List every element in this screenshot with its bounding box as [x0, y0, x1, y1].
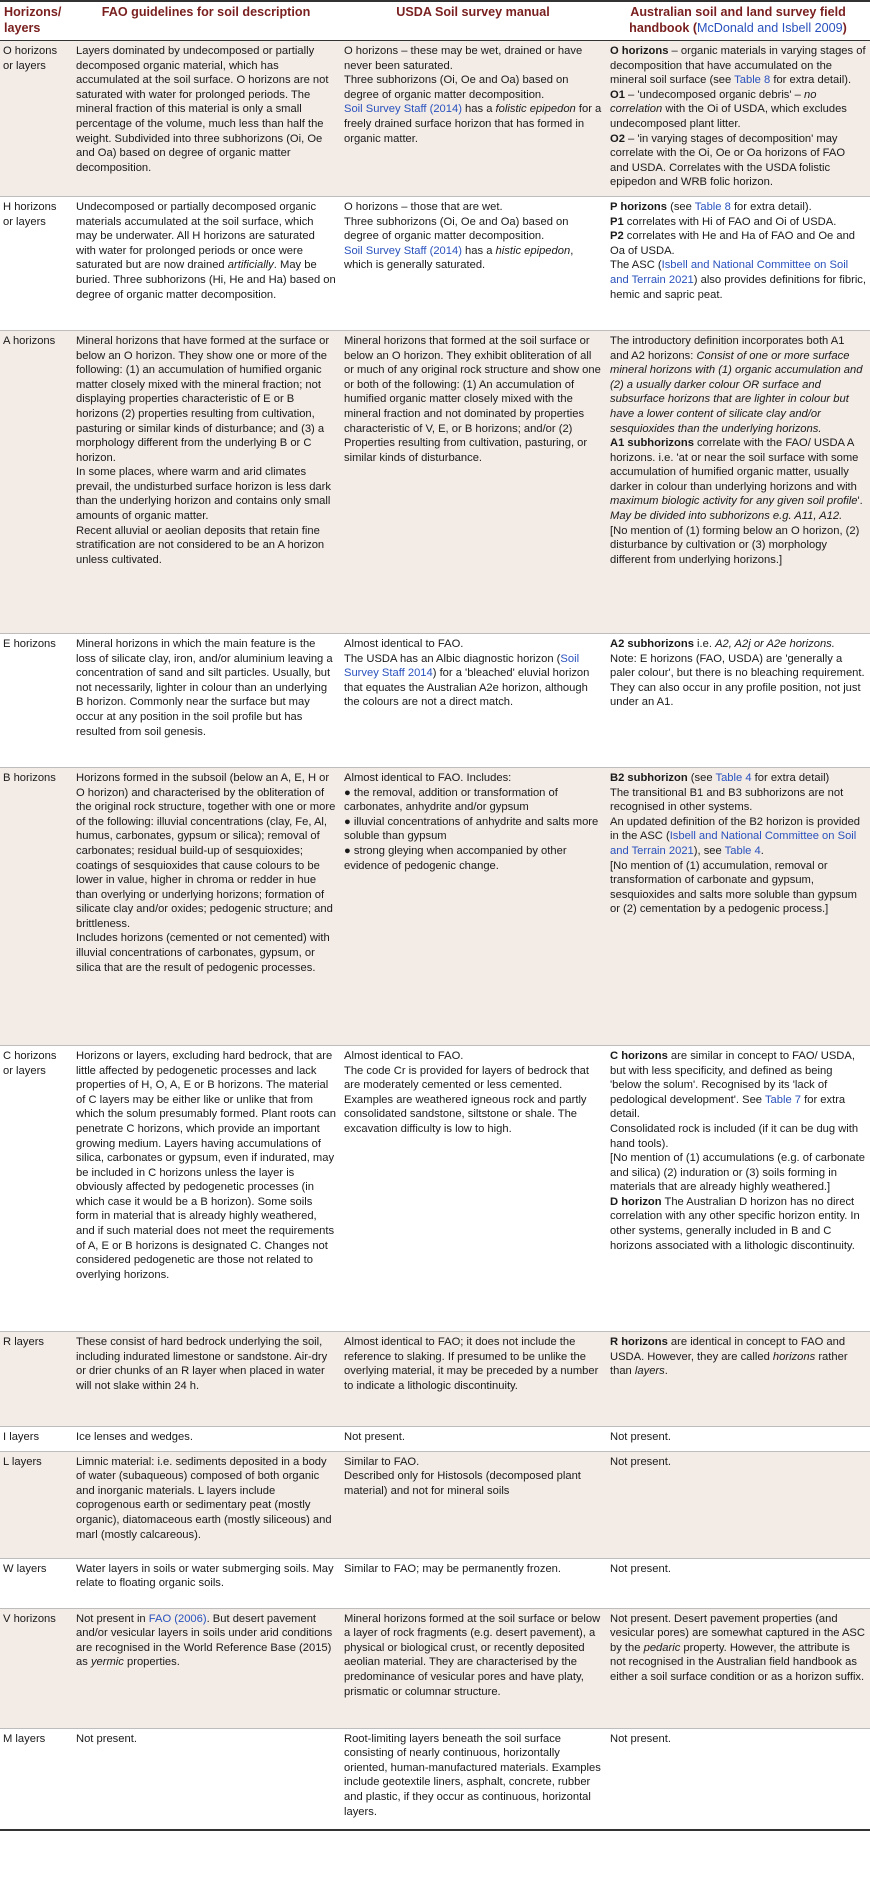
aus-text — [610, 637, 866, 652]
row-i-layers — [0, 1426, 870, 1451]
fao-text: Horizons or layers, excluding hard bedrock, that are little affected by pedogenetic processes and lack properties of H, O, A, E or B horizons. The material of C layers may be either like or unlike that from which the solum presumably formed. Plant roots can penetrate C horizons, which provide an important growing medium. Layers having accumulations of silica, carbonates or gypsum, even if indurated, may be included in C horizons unless the layer is obviously affected by pedogenetic processes (in which case it would be a B horizon). Some soils form in material that is already highly weathered, and if such material does not meet the requirements of A, E or B horizons is designated C. Changes not considered pedogenetic are those not related to overlying horizons. — [76, 1049, 336, 1281]
row-v-horizons — [0, 1608, 870, 1728]
usda-bullet: ● the removal, addition or transformation of carbonates, anhydrite and/or gypsum — [344, 786, 558, 814]
row-b-horizons — [0, 767, 870, 1045]
aus-text — [610, 132, 866, 190]
usda-bullet: ● illuvial concentrations of anhydrite and salts more soluble than gypsum — [344, 815, 599, 843]
text-span: for extra detail). — [770, 74, 852, 87]
usda-cell — [340, 633, 606, 767]
term-bold: D horizon — [610, 1195, 662, 1208]
usda-cell — [340, 767, 606, 1045]
aus-text: Consolidated rock is included (if it can be dug with hand tools). — [610, 1122, 859, 1150]
aus-text — [610, 1195, 866, 1253]
text-span: – 'undecomposed organic debris' – — [624, 88, 804, 101]
term-italic: horizons — [772, 1350, 816, 1363]
aus-cell — [606, 41, 870, 197]
fao-text — [76, 200, 336, 302]
aus-text — [610, 1049, 866, 1122]
aus-cell — [606, 1426, 870, 1451]
row-h-horizons — [0, 196, 870, 330]
text-span: are identical in concept to FAO and USDA. However, they are called — [610, 1335, 846, 1363]
text-span: . May be buried. Three subhorizons (Hi, He and Ha) based on degree of organic matter decomposition. — [76, 259, 336, 301]
term-italic: A2, A2j or A2e horizons. — [715, 637, 835, 650]
term-italic: no correlation — [610, 88, 817, 116]
aus-cell — [606, 1331, 870, 1426]
text-span: The introductory definition incorporates both A1 and A2 horizons: — [610, 334, 845, 362]
fao-text: These consist of hard bedrock underlying the soil, including indurated limestone or sandstone. Air-dry or drier chunks of an R layer when placed in water will not slake within 24 h. — [76, 1335, 328, 1392]
fao-cell — [72, 1558, 340, 1608]
reference-link[interactable]: Soil Survey Staff 2014 — [344, 652, 580, 680]
fao-text: Water layers in soils or water submerging soils. May relate to floating organic soils. — [76, 1562, 334, 1590]
text-span: . But desert pavement and/or vesicular layers in soils under arid conditions are recognised in the World Reference Base (2015) as — [76, 1612, 333, 1669]
usda-cell — [340, 1331, 606, 1426]
usda-cell — [340, 196, 606, 330]
term-cell: O horizons or layers — [0, 41, 72, 197]
aus-text — [610, 815, 866, 859]
usda-text: Similar to FAO. — [344, 1455, 420, 1468]
aus-text: Not present. — [610, 1562, 671, 1575]
term-italic: Consist of one or more surface mineral horizons with (1) organic accumulation and (2) a usually darker colour OR surface and subsurface horizons that are lighter in colour but have a lower content of silicate clay and/or sesquioxides than the underlying horizons. — [610, 349, 863, 435]
term-bold: O horizons — [610, 45, 669, 57]
usda-text: Almost identical to FAO. — [344, 637, 464, 650]
aus-text: Not present. — [610, 1455, 671, 1468]
usda-cell — [340, 1451, 606, 1558]
header-usda: USDA Soil survey manual — [340, 1, 606, 41]
aus-text — [610, 88, 866, 132]
fao-cell — [72, 41, 340, 197]
usda-text: The code Cr is provided for layers of bedrock that are moderately cemented or less cemented. Examples are weathered igneous rock and partly consolidated sandstone, siltstone or shale. The excavation difficulty is low to high. — [344, 1064, 589, 1135]
usda-text: Mineral horizons formed at the soil surface or below a layer of rock fragments (e.g. desert pavement), a physical or biological crust, or recently deposited aeolian material. They are characterised by the predominance of vesicular pores and have platy, prismatic or columnar structure. — [344, 1612, 601, 1698]
aus-text: The transitional B1 and B3 subhorizons are not recognised in other systems. — [610, 786, 844, 814]
aus-cell — [606, 1451, 870, 1558]
usda-text: Described only for Histosols (decomposed plant material) and not for mineral soils — [344, 1470, 581, 1497]
term-bold: P1 — [610, 215, 624, 228]
term-cell: E horizons — [0, 633, 72, 767]
aus-text: [No mention of (1) accumulations (e.g. of carbonate and silica) (2) induration or (3) soils forming in materials that are already highly weathered.] — [610, 1152, 865, 1194]
reference-link[interactable]: Isbell and National Committee on Soil and Terrain 2021 — [610, 830, 857, 857]
fao-cell — [72, 633, 340, 767]
term-cell: L layers — [0, 1451, 72, 1558]
text-span: correlates with Hi of FAO and Oi of USDA. — [623, 215, 837, 228]
text-span: Undecomposed or partially decomposed organic materials accumulated at the soil surface, which may be underwater. All H horizons are saturated with water for prolonged periods or once were saturated but are now drained — [76, 200, 317, 272]
text-span: properties. — [123, 1656, 180, 1669]
fao-cell — [72, 1728, 340, 1830]
row-l-layers — [0, 1451, 870, 1558]
fao-cell — [72, 1045, 340, 1331]
aus-text — [610, 436, 866, 524]
text-span: are similar in concept to FAO/ USDA, but with less specificity, and defined as being 'below the solum'. Recognised by its 'lack of pedological development'. See — [610, 1049, 855, 1106]
text-span: ), see — [693, 844, 725, 857]
term-bold: A2 subhorizons — [610, 637, 694, 650]
text-span: for extra detail) — [751, 771, 830, 784]
fao-cell — [72, 767, 340, 1045]
fao-text: In some places, where warm and arid climates prevail, the undisturbed surface horizon is less dark than the underlying horizon and contains only small amounts of organic matter. — [76, 466, 331, 523]
aus-text: Not present. — [610, 1732, 671, 1745]
fao-text: Ice lenses and wedges. — [76, 1430, 193, 1443]
aus-cell — [606, 633, 870, 767]
term-bold: P horizons — [610, 200, 667, 213]
term-cell: R layers — [0, 1331, 72, 1426]
reference-link[interactable]: Table 7 — [764, 1093, 802, 1106]
row-w-layers — [0, 1558, 870, 1608]
text-span: An updated definition of the B2 horizon is provided in the ASC ( — [610, 815, 861, 843]
text-span: with the Oi of USDA, which excludes undecomposed plant litter. — [610, 103, 847, 130]
fao-text: Includes horizons (cemented or not cemented) with illuvial concentrations of carbonates, gypsum, or silica that are the result of pedogenic processes. — [76, 932, 330, 974]
usda-text: O horizons – these may be wet, drained or have never been saturated. — [344, 45, 583, 72]
aus-cell — [606, 1558, 870, 1608]
aus-text — [610, 200, 866, 215]
fao-text — [76, 1612, 336, 1670]
reference-link[interactable]: Table 8 — [734, 74, 771, 87]
reference-link[interactable]: Table 4 — [724, 844, 761, 857]
usda-bullet: ● strong gleying when accompanied by other evidence of pedogenic change. — [344, 844, 567, 872]
text-span: i.e. — [693, 637, 716, 650]
text-span: The USDA has an Albic diagnostic horizon ( — [344, 652, 561, 665]
aus-text — [610, 771, 866, 786]
text-span: ) for a 'bleached' eluvial horizon that equates the Australian A2e horizon, although the colours are not a direct match. — [344, 667, 590, 709]
reference-link[interactable]: Table 4 — [715, 771, 752, 784]
reference-link[interactable]: Table 8 — [694, 200, 731, 213]
usda-text: Similar to FAO; may be permanently frozen. — [344, 1562, 561, 1575]
aus-text: Not present. — [610, 1430, 671, 1443]
header-aus-text: Australian soil and land survey field handbook ( — [629, 5, 846, 35]
term-cell: C horizons or layers — [0, 1045, 72, 1331]
term-bold: R horizons — [610, 1335, 668, 1348]
term-cell: M layers — [0, 1728, 72, 1830]
fao-text: Not present. — [76, 1732, 137, 1745]
term-bold: P2 — [610, 230, 624, 243]
text-span: The ASC ( — [610, 259, 662, 272]
row-r-layers — [0, 1331, 870, 1426]
header-australian — [606, 1, 870, 41]
usda-text: Almost identical to FAO. Includes: — [344, 771, 512, 784]
aus-cell — [606, 1608, 870, 1728]
aus-cell — [606, 330, 870, 633]
fao-text: Layers dominated by undecomposed or partially decomposed organic material, which has accumulated at the soil surface. O horizons are not saturated with water for prolonged periods. The mineral fraction of this material is only a small percentage of the volume, much less than half the weight. Subdivided into three subhorizons (Oi, Oe and Oa) based on degree of organic matter decomposition. — [76, 45, 329, 174]
term-cell: W layers — [0, 1558, 72, 1608]
text-span: property. However, the attribute is not recognised in the Australian field handbook as either a soil surface condition or as a horizon suffix. — [610, 1641, 865, 1683]
usda-text: Mineral horizons that formed at the soil surface or below an O horizon. They exhibit obliteration of all or much of any original rock structure and show one or both of the following: (1) An accumulation of humified organic matter closely mixed with the mineral fraction and not dominated by properties characteristic of V, E, or B horizons; and/or (2) Properties resulting from cultivation, pasturing, or similar kinds of disturbance. — [344, 334, 601, 464]
term-italic: artificially — [227, 259, 274, 272]
term-italic: yermic — [90, 1656, 124, 1669]
text-span: Not present in — [76, 1612, 149, 1625]
text-span: . — [760, 844, 764, 857]
term-cell: V horizons — [0, 1608, 72, 1728]
usda-text — [344, 102, 602, 146]
term-cell: A horizons — [0, 330, 72, 633]
text-span: Not present. Desert pavement properties (and vesicular pores) are somewhat captured in the ASC by the — [610, 1612, 865, 1654]
usda-cell — [340, 1558, 606, 1608]
aus-text — [610, 1335, 866, 1379]
usda-cell — [340, 330, 606, 633]
usda-text: Three subhorizons (Oi, Oe and Oa) based on degree of organic matter decomposition. — [344, 215, 569, 243]
aus-text — [610, 229, 866, 258]
reference-link[interactable]: Soil Survey Staff (2014) — [344, 244, 462, 257]
usda-text: Almost identical to FAO; it does not include the reference to slaking. If presumed to be unlike the overlying material, it may be preceded by a number to indicate a lithologic discontinuity. — [344, 1335, 599, 1392]
usda-text: Almost identical to FAO. — [344, 1049, 464, 1062]
text-span: – organic materials in varying stages of decomposition that have accumulated on the mineral soil surface (see — [610, 45, 866, 87]
usda-text — [344, 652, 602, 710]
text-span: . — [664, 1365, 668, 1378]
text-span: rather than — [610, 1350, 848, 1378]
row-a-horizons — [0, 330, 870, 633]
term-cell: H horizons or layers — [0, 196, 72, 330]
fao-cell — [72, 1608, 340, 1728]
usda-text: Root-limiting layers beneath the soil surface consisting of nearly continuous, horizontally oriented, human-manufactured materials. Examples include geotextile liners, asphalt, concrete, rubber and plastic, if they occur as continuous, horizontal layers. — [344, 1732, 601, 1818]
text-span: ) also provides definitions for fibric, hemic and sapric peat. — [610, 273, 867, 301]
usda-cell — [340, 41, 606, 197]
fao-cell — [72, 196, 340, 330]
aus-text: [No mention of (1) accumulation, removal or transformation of carbonate and gypsum, sesquioxides and salts more soluble than gypsum or (2) cementation by a pedogenic process.] — [610, 859, 857, 916]
header-aus-reference-link[interactable]: McDonald and Isbell 2009 — [697, 20, 843, 35]
fao-text: Recent alluvial or aeolian deposits that retain fine stratification are not considered to be an A horizon unless cultivated. — [76, 524, 325, 566]
text-span: correlate with the FAO/ USDA A horizons. i.e. 'at or near the soil surface with some accumulation of humified organic matter, usually darker in colour than underlying horizons and with — [610, 437, 859, 493]
term-bold: C horizons — [610, 1049, 668, 1062]
aus-text — [610, 215, 866, 230]
row-e-horizons — [0, 633, 870, 767]
term-cell: I layers — [0, 1426, 72, 1451]
usda-text — [344, 244, 602, 273]
reference-link[interactable]: Soil Survey Staff (2014) — [344, 103, 462, 116]
term-italic: folistic epipedon — [495, 103, 576, 116]
aus-cell — [606, 1728, 870, 1830]
text-span: (see — [666, 200, 695, 213]
term-italic: May be divided into subhorizons e.g. A11, A12. — [610, 510, 843, 523]
term-italic: pedaric — [643, 1641, 681, 1654]
term-cell: B horizons — [0, 767, 72, 1045]
aus-text: [No mention of (1) forming below an O horizon, (2) disturbance by cultivation or (3) morphology different from underlying horizons.] — [610, 524, 860, 566]
header-row — [0, 1, 870, 41]
header-fao: FAO guidelines for soil description — [72, 1, 340, 41]
text-span: – 'in varying stages of decomposition' may correlate with the Oi, Oe or Oa horizons of FAO and USDA. Correlates with the USDA folistic epipedon and WRB folic horizon. — [610, 132, 846, 189]
term-bold: B2 subhorizon — [610, 771, 688, 784]
fao-text: Mineral horizons that have formed at the surface or below an O horizon. They show one or more of the following: (1) an accumulation of humified organic matter closely mixed with the mineral fraction; not displaying properties characteristic of E or B horizons (2) properties resulting from cultivation, pasturing or similar kinds of disturbance; and (3) a morphology different from the underlying B or C horizon. — [76, 334, 330, 464]
term-bold: O2 — [610, 132, 625, 145]
text-span: '. — [857, 495, 863, 508]
text-span: has a — [461, 244, 496, 257]
reference-link[interactable]: Isbell and National Committee on Soil and Terrain 2021 — [610, 259, 849, 286]
reference-link[interactable]: FAO (2006) — [148, 1612, 207, 1625]
term-italic: layers — [634, 1365, 665, 1378]
fao-text: Horizons formed in the subsoil (below an A, E, H or O horizon) and characterised by the obliteration of the original rock structure, together with one or more of the following: illuvial concentrations (clay, Fe, Al, humus, carbonates, gypsum or silica); removal of carbonates; residual build-up of sesquioxides; coatings of sesquioxides that cause colours to be lower in value, higher in chroma or redder in hue than overlying or underlying horizons; formation of silicate clay and/or oxides; pedogenic structure; and brittleness. — [76, 771, 336, 930]
fao-cell — [72, 1451, 340, 1558]
text-span: for extra detail). — [730, 200, 812, 213]
term-bold: O1 — [610, 88, 625, 101]
usda-cell — [340, 1045, 606, 1331]
aus-cell — [606, 196, 870, 330]
row-m-layers — [0, 1728, 870, 1830]
text-span: (see — [687, 771, 716, 784]
aus-cell — [606, 1045, 870, 1331]
aus-text — [610, 258, 866, 302]
usda-cell — [340, 1608, 606, 1728]
term-italic: maximum biologic activity for any given soil profile — [610, 495, 858, 508]
text-span: correlates with He and Ha of FAO and Oe and Oa of USDA. — [610, 230, 856, 257]
header-aus-close: ) — [842, 20, 847, 35]
text-span: has a — [461, 103, 496, 116]
fao-cell — [72, 1331, 340, 1426]
usda-text: Three subhorizons (Oi, Oe and Oa) based on degree of organic matter decomposition. — [344, 74, 569, 101]
fao-cell — [72, 330, 340, 633]
text-span: for extra detail. — [610, 1093, 846, 1121]
aus-text — [610, 334, 866, 436]
fao-text: Mineral horizons in which the main feature is the loss of silicate clay, iron, and/or aluminium leaving a concentration of sand and silt particles. Usually, but not necessarily, lighter in colour than an underlying B horizon. Commonly near the surface but may occur at any position in the soil profile but has resulted from soil genesis. — [76, 637, 333, 738]
header-horizons: Horizons/ layers — [0, 1, 72, 41]
usda-text: O horizons – those that are wet. — [344, 200, 503, 213]
usda-cell — [340, 1728, 606, 1830]
text-span: The Australian D horizon has no direct correlation with any other specific horizon entity. In other systems, generally included in B and C horizons associated with a lithologic discontinuity. — [610, 1195, 860, 1252]
aus-cell — [606, 767, 870, 1045]
aus-text — [610, 1612, 866, 1685]
usda-text: Not present. — [344, 1430, 405, 1443]
text-span: , which is generally saturated. — [344, 244, 574, 272]
term-bold: A1 subhorizons — [610, 437, 694, 450]
fao-text: Limnic material: i.e. sediments deposited in a body of water (subaqueous) composed of both organic and inorganic materials. L layers include coprogenous earth or sedimentary peat (mostly organic), diatomaceous earth (mostly siliceous) and marl (mostly calcareous). — [76, 1455, 332, 1541]
row-o-horizons — [0, 41, 870, 197]
term-italic: histic epipedon — [495, 244, 571, 257]
fao-cell — [72, 1426, 340, 1451]
row-c-horizons — [0, 1045, 870, 1331]
aus-text: Note: E horizons (FAO, USDA) are 'generally a paler colour', but there is no bleaching requirement. They can also occur in any profile position, not just under an A1. — [610, 652, 865, 709]
usda-cell — [340, 1426, 606, 1451]
text-span: for a freely drained surface horizon that has formed in organic matter. — [344, 103, 602, 145]
aus-text — [610, 44, 866, 88]
